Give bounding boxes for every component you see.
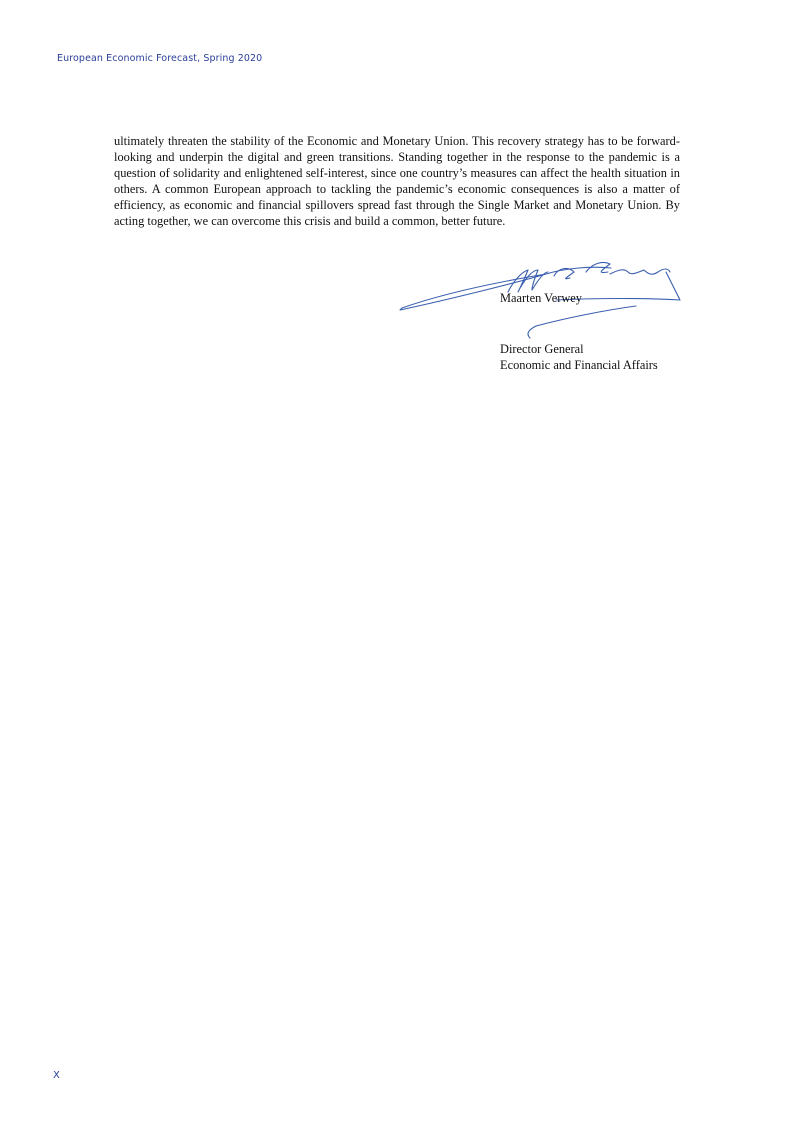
signer-title-block (500, 341, 658, 373)
page-number: X (53, 1070, 60, 1081)
signer-title-department: Economic and Financial Affairs (500, 358, 658, 372)
signer-name: Maarten Verwey (500, 291, 582, 305)
signer-title-position: Director General (500, 342, 584, 356)
running-header: European Economic Forecast, Spring 2020 (57, 53, 263, 64)
body-paragraph: ultimately threaten the stability of the Economic and Monetary Union. This recovery strategy has to be forward-looking and underpin the digital and green transitions. Standing together in the response to the pandemic is a question of solidarity and enlightened self-interest, since one country’s measures can affect the health situation in others. A common European approach to tackling the pandemic’s economic consequences is also a matter of efficiency, as economic and financial spillovers spread fast through the Single Market and Monetary Union. By acting together, we can overcome this crisis and build a common, better future. (114, 134, 680, 229)
